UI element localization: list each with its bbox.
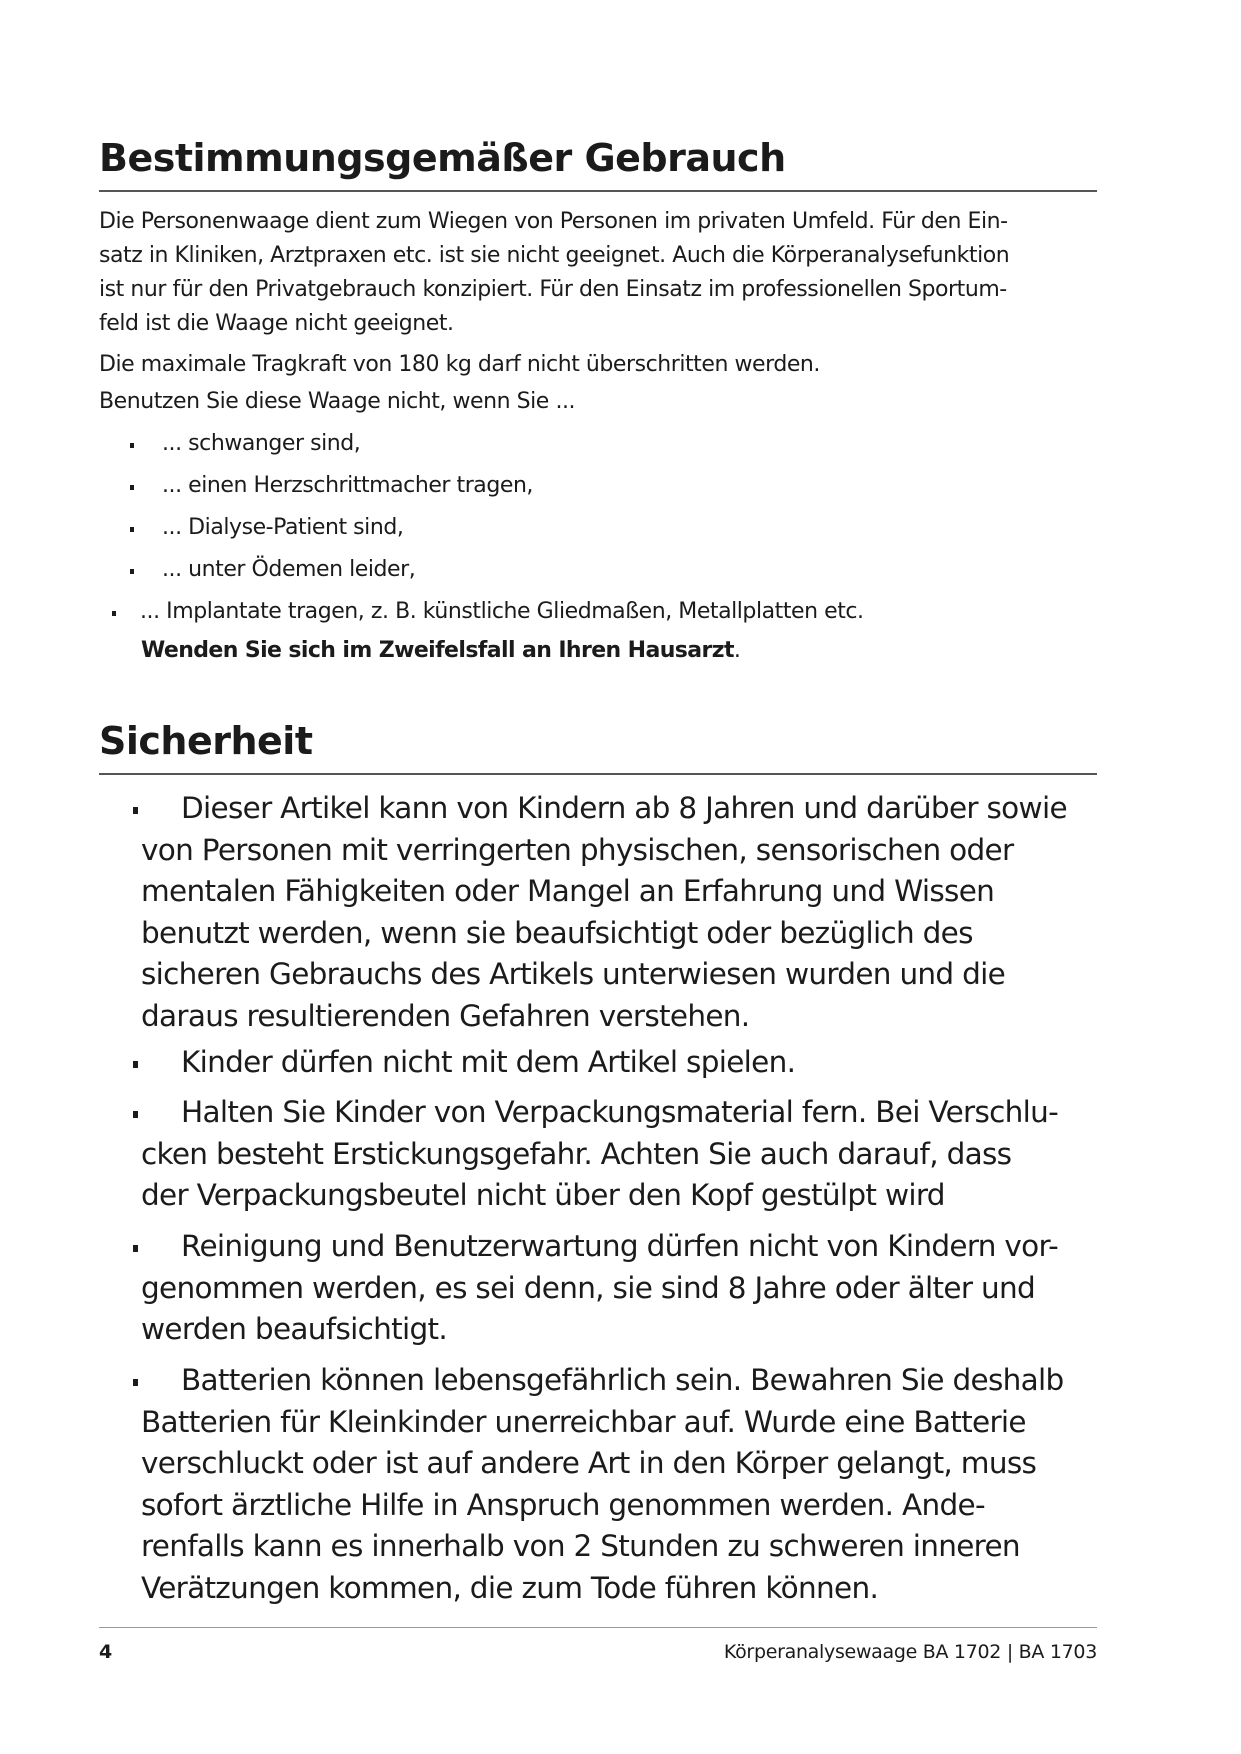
safety-item — [141, 788, 1136, 1037]
section-title-safety: Sicherheit — [99, 719, 313, 763]
section-title-intended-use: Bestimmungsgemäßer Gebrauch — [99, 136, 786, 180]
paragraph-line: ist nur für den Privatgebrauch konzipiert. Für den Einsatz im professionellen Sportum- — [99, 277, 1007, 302]
section-divider — [99, 190, 1097, 192]
safety-item-line: Dieser Artikel kann von Kindern ab 8 Jahren und darüber sowie — [181, 791, 1067, 825]
safety-item-line: Kinder dürfen nicht mit dem Artikel spielen. — [181, 1045, 796, 1079]
safety-item-line: Halten Sie Kinder von Verpackungsmaterial fern. Bei Verschlu- — [181, 1095, 1059, 1129]
safety-item-line: Reinigung und Benutzerwartung dürfen nicht von Kindern vor- — [181, 1229, 1059, 1263]
contraindication-item: ... Implantate tragen, z. B. künstliche Gliedmaßen, Metallplatten etc. — [140, 599, 864, 624]
safety-item-line: renfalls kann es innerhalb von 2 Stunden zu schweren inneren — [141, 1529, 1020, 1563]
contraindication-item: ... Dialyse-Patient sind, — [162, 515, 404, 540]
bullet-marker — [133, 1379, 138, 1386]
bullet-marker — [133, 1111, 138, 1118]
doctor-note-period: . — [733, 638, 741, 663]
bullet-marker — [133, 1061, 138, 1068]
safety-item-line: Batterien für Kleinkinder unerreichbar auf. Wurde eine Batterie — [141, 1404, 1026, 1439]
safety-item-line: daraus resultierenden Gefahren verstehen. — [141, 998, 750, 1033]
doctor-note-bold: Wenden Sie sich im Zweifelsfall an Ihren Hausarzt — [141, 638, 734, 663]
bullet-marker — [130, 485, 134, 490]
footer-product-title: Körperanalysewaage BA 1702 | BA 1703 — [723, 1641, 1097, 1663]
safety-item — [141, 1360, 1136, 1609]
safety-item-line: sicheren Gebrauchs des Artikels unterwiesen wurden und die — [141, 957, 1006, 991]
bullet-marker — [112, 611, 116, 616]
bullet-marker — [130, 527, 134, 532]
safety-item-line: mentalen Fähigkeiten oder Mangel an Erfahrung und Wissen — [141, 874, 995, 908]
safety-item-line: der Verpackungsbeutel nicht über den Kopf gestülpt wird — [141, 1178, 945, 1212]
safety-item-line: benutzt werden, wenn sie beaufsichtigt oder bezüglich des — [141, 915, 973, 950]
bullet-marker — [130, 443, 134, 448]
contraindication-item: ... einen Herzschrittmacher tragen, — [162, 473, 533, 498]
bullet-marker — [133, 807, 138, 814]
safety-item — [141, 1042, 1136, 1084]
warning-intro: Benutzen Sie diese Waage nicht, wenn Sie ... — [99, 389, 576, 414]
safety-item-line: werden beaufsichtigt. — [141, 1312, 448, 1346]
bullet-marker — [130, 569, 134, 574]
footer-divider — [99, 1627, 1097, 1628]
safety-item-line: cken besteht Erstickungsgefahr. Achten Sie auch darauf, dass — [141, 1136, 1012, 1171]
contraindication-item: ... unter Ödemen leider, — [162, 557, 416, 582]
safety-item-line: genommen werden, es sei denn, sie sind 8 Jahre oder älter und — [141, 1270, 1035, 1305]
page-number: 4 — [99, 1641, 113, 1663]
safety-item-line: Verätzungen kommen, die zum Tode führen können. — [141, 1570, 879, 1605]
contraindication-item: ... schwanger sind, — [162, 431, 361, 456]
section-divider — [99, 773, 1097, 775]
paragraph-line: satz in Kliniken, Arztpraxen etc. ist sie nicht geeignet. Auch die Körperanalysefunktion — [99, 243, 1010, 268]
bullet-marker — [133, 1245, 138, 1252]
max-load-text: Die maximale Tragkraft von 180 kg darf nicht überschritten werden. — [99, 352, 820, 377]
safety-item-line: von Personen mit verringerten physischen, sensorischen oder — [141, 832, 1014, 867]
safety-item — [141, 1226, 1136, 1351]
safety-item-line: sofort ärztliche Hilfe in Anspruch genommen werden. Ande- — [141, 1487, 985, 1522]
paragraph-line: Die Personenwaage dient zum Wiegen von Personen im privaten Umfeld. Für den Ein- — [99, 209, 1008, 234]
safety-item-line: Batterien können lebensgefährlich sein. Bewahren Sie deshalb — [181, 1363, 1064, 1397]
doctor-note — [141, 634, 740, 668]
safety-item-line: verschluckt oder ist auf andere Art in den Körper gelangt, muss — [141, 1446, 1037, 1480]
paragraph-line: feld ist die Waage nicht geeignet. — [99, 311, 454, 336]
safety-item — [141, 1092, 1136, 1217]
